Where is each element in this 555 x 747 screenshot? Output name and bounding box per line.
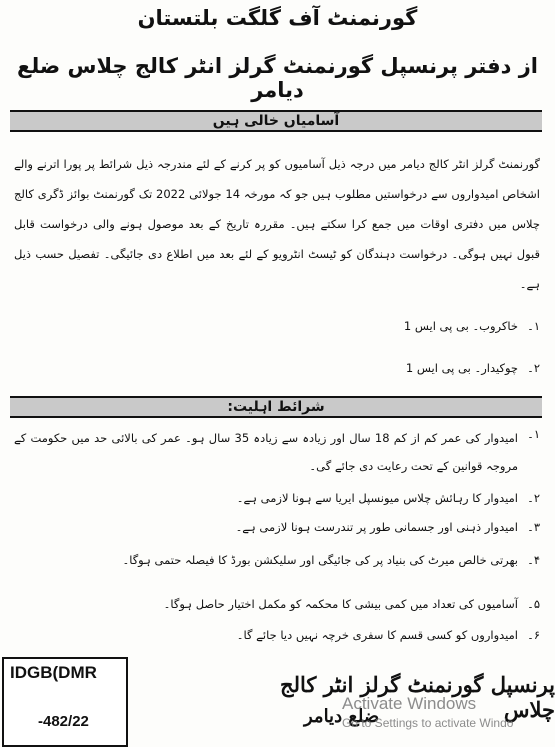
section-eligibility-title: شرائط اہلیت: <box>10 396 542 418</box>
condition-number: ۴۔ <box>527 553 540 567</box>
condition-number: ۵۔ <box>527 597 540 611</box>
condition-text: امیدوار کی عمر کم از کم 18 سال اور زیادہ سے زیادہ 35 سال ہو۔ عمر کی بالائی حد میں حکومت کے مروجہ قوانین کے تحت رعایت دی جائے گی۔ <box>14 431 518 473</box>
section-vacancies-title: آسامیاں خالی ہیں <box>10 110 542 132</box>
condition-item <box>14 550 540 570</box>
condition-text: بھرتی خالص میرٹ کی بنیاد پر کی جائیگی اور سلیکشن بورڈ کا فیصلہ حتمی ہوگا۔ <box>122 553 518 567</box>
watermark-subtitle: Go to Settings to activate Windo <box>342 716 514 730</box>
condition-text: آسامیوں کی تعداد میں کمی بیشی کا محکمہ کو مکمل اختیار حاصل ہوگا۔ <box>163 597 518 611</box>
post-item <box>14 358 540 378</box>
condition-text: امیدواروں کو کسی قسم کا سفری خرچہ نہیں دیا جائے گا۔ <box>236 628 518 642</box>
post-number: ۲۔ <box>527 361 540 375</box>
stamp-number: -482/22 <box>38 713 89 730</box>
signature-title: پرنسپل گورنمنٹ گرلز انٹر کالج چلاس <box>280 672 555 722</box>
condition-number: ۳۔ <box>527 520 540 534</box>
condition-text: امیدوار کا رہائش چلاس میونسپل ایریا سے ہونا لازمی ہے۔ <box>236 491 518 505</box>
condition-item <box>14 625 540 645</box>
condition-number: ۲۔ <box>527 491 540 505</box>
post-item <box>14 316 540 336</box>
header-office: از دفتر پرنسپل گورنمنٹ گرلز انٹر کالج چلاس ضلع دیامر <box>16 54 539 102</box>
condition-item <box>14 424 540 480</box>
post-text: خاکروب۔ بی پی ایس 1 <box>403 319 518 333</box>
vacancies-paragraph: گورنمنٹ گرلز انٹر کالج دیامر میں درجہ ذیل آسامیوں کو پر کرنے کے لئے مندرجہ ذیل شرائط پر پورا اترنے والے اشخاص امیدواروں سے درخواستیں مطلوب ہیں جو کہ مورخہ 14 جولائی 2022 تک گورنمنٹ بوائز ڈگری کالج چلاس میں دفتری اوقات میں جمع کرا سکتے ہیں۔ مقررہ تاریخ کے بعد موصول ہونے والی درخواست قابل قبول نہیں ہوگی۔ درخواست دہندگان کو ٹیسٹ انٹرویو کے لئے بعد میں اطلاع دی جائیگی۔ تفصیل حسب ذیل ہے۔ <box>14 157 540 291</box>
reference-stamp <box>2 657 128 747</box>
condition-number: ۶۔ <box>527 628 540 642</box>
post-text: چوکیدار۔ بی پی ایس 1 <box>405 361 518 375</box>
watermark-title: Activate Windows <box>342 694 477 713</box>
condition-item <box>14 594 540 614</box>
condition-text: امیدوار ذہنی اور جسمانی طور پر تندرست ہونا لازمی ہے۔ <box>235 520 518 534</box>
header-government: گورنمنٹ آف گلگت بلتستان <box>137 6 418 30</box>
activate-windows-watermark <box>342 694 513 730</box>
post-number: ۱۔ <box>527 319 540 333</box>
condition-number: ۱۔ <box>527 427 540 441</box>
stamp-code: IDGB(DMR <box>10 663 97 682</box>
signature-district: ضلع دیامر <box>304 706 380 727</box>
condition-item <box>14 488 540 508</box>
condition-item <box>14 517 540 537</box>
